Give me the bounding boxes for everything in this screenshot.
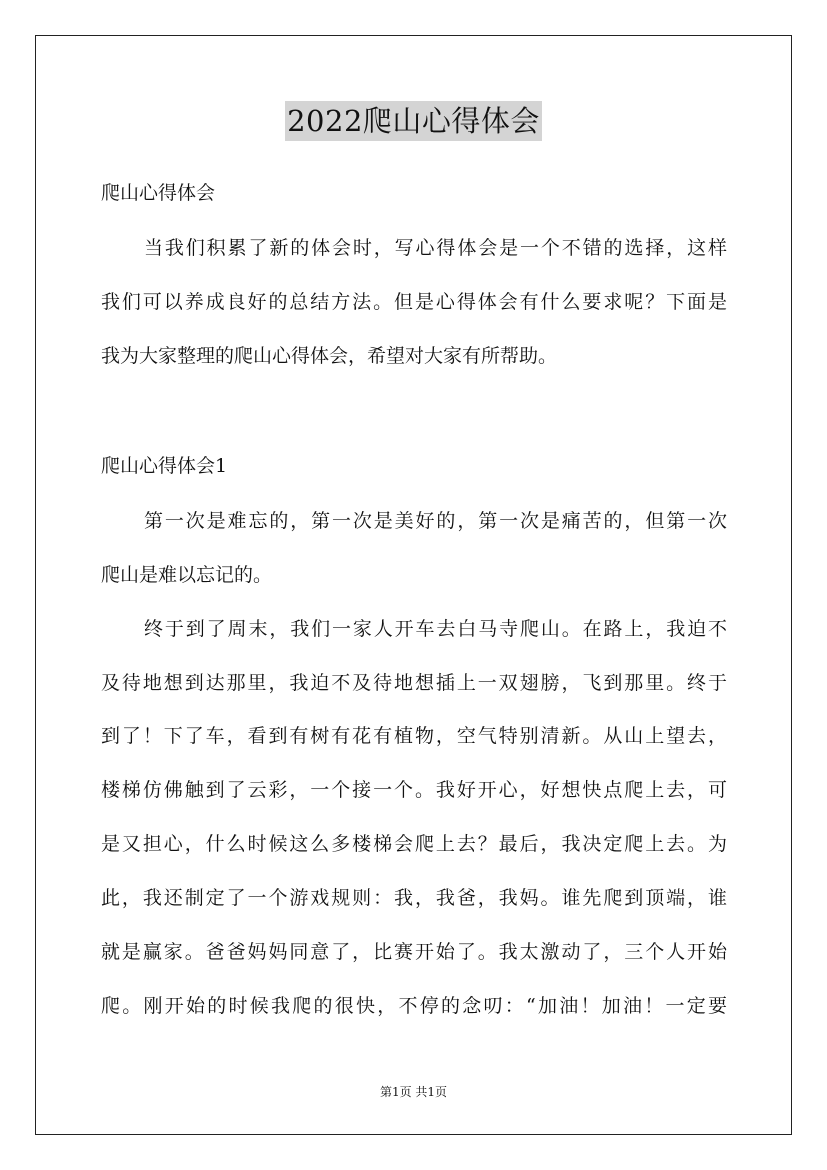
para1-line-2: 爬山是难以忘记的。 <box>101 564 273 586</box>
page-number-footer: 第1页 共1页 <box>379 1085 448 1099</box>
intro-line-1: 当我们积累了新的体会时，写心得体会是一个不错的选择，这样 <box>144 237 727 259</box>
para2-line-4: 楼梯仿佛触到了云彩，一个接一个。我好开心，好想快点爬上去，可 <box>101 779 727 801</box>
para2-line-5: 是又担心，什么时候这么多楼梯会爬上去？最后，我决定爬上去。为 <box>101 833 727 855</box>
para2-line-8: 爬。刚开始的时候我爬的很快，不停的念叨：“加油！加油！一定要 <box>101 995 727 1017</box>
intro-line-3: 我为大家整理的爬山心得体会，希望对大家有所帮助。 <box>101 345 558 367</box>
document-title: 2022爬山心得体会 <box>285 101 542 141</box>
title-container <box>0 101 827 141</box>
para2-line-2: 及待地想到达那里，我迫不及待地想插上一双翅膀，飞到那里。终于 <box>101 672 727 694</box>
para2-line-3: 到了！下了车，看到有树有花有植物，空气特别清新。从山上望去， <box>101 725 727 747</box>
para2-line-7: 就是赢家。爸爸妈妈同意了，比赛开始了。我太激动了，三个人开始 <box>101 941 727 963</box>
para2-line-1: 终于到了周末，我们一家人开车去白马寺爬山。在路上，我迫不 <box>144 618 727 640</box>
para1-line-1: 第一次是难忘的，第一次是美好的，第一次是痛苦的，但第一次 <box>144 510 727 532</box>
section-heading: 爬山心得体会 <box>101 182 216 204</box>
para2-line-6: 此，我还制定了一个游戏规则：我，我爸，我妈。谁先爬到顶端，谁 <box>101 887 727 909</box>
intro-line-2: 我们可以养成良好的总结方法。但是心得体会有什么要求呢？下面是 <box>101 291 727 313</box>
subsection-heading: 爬山心得体会1 <box>101 455 228 477</box>
